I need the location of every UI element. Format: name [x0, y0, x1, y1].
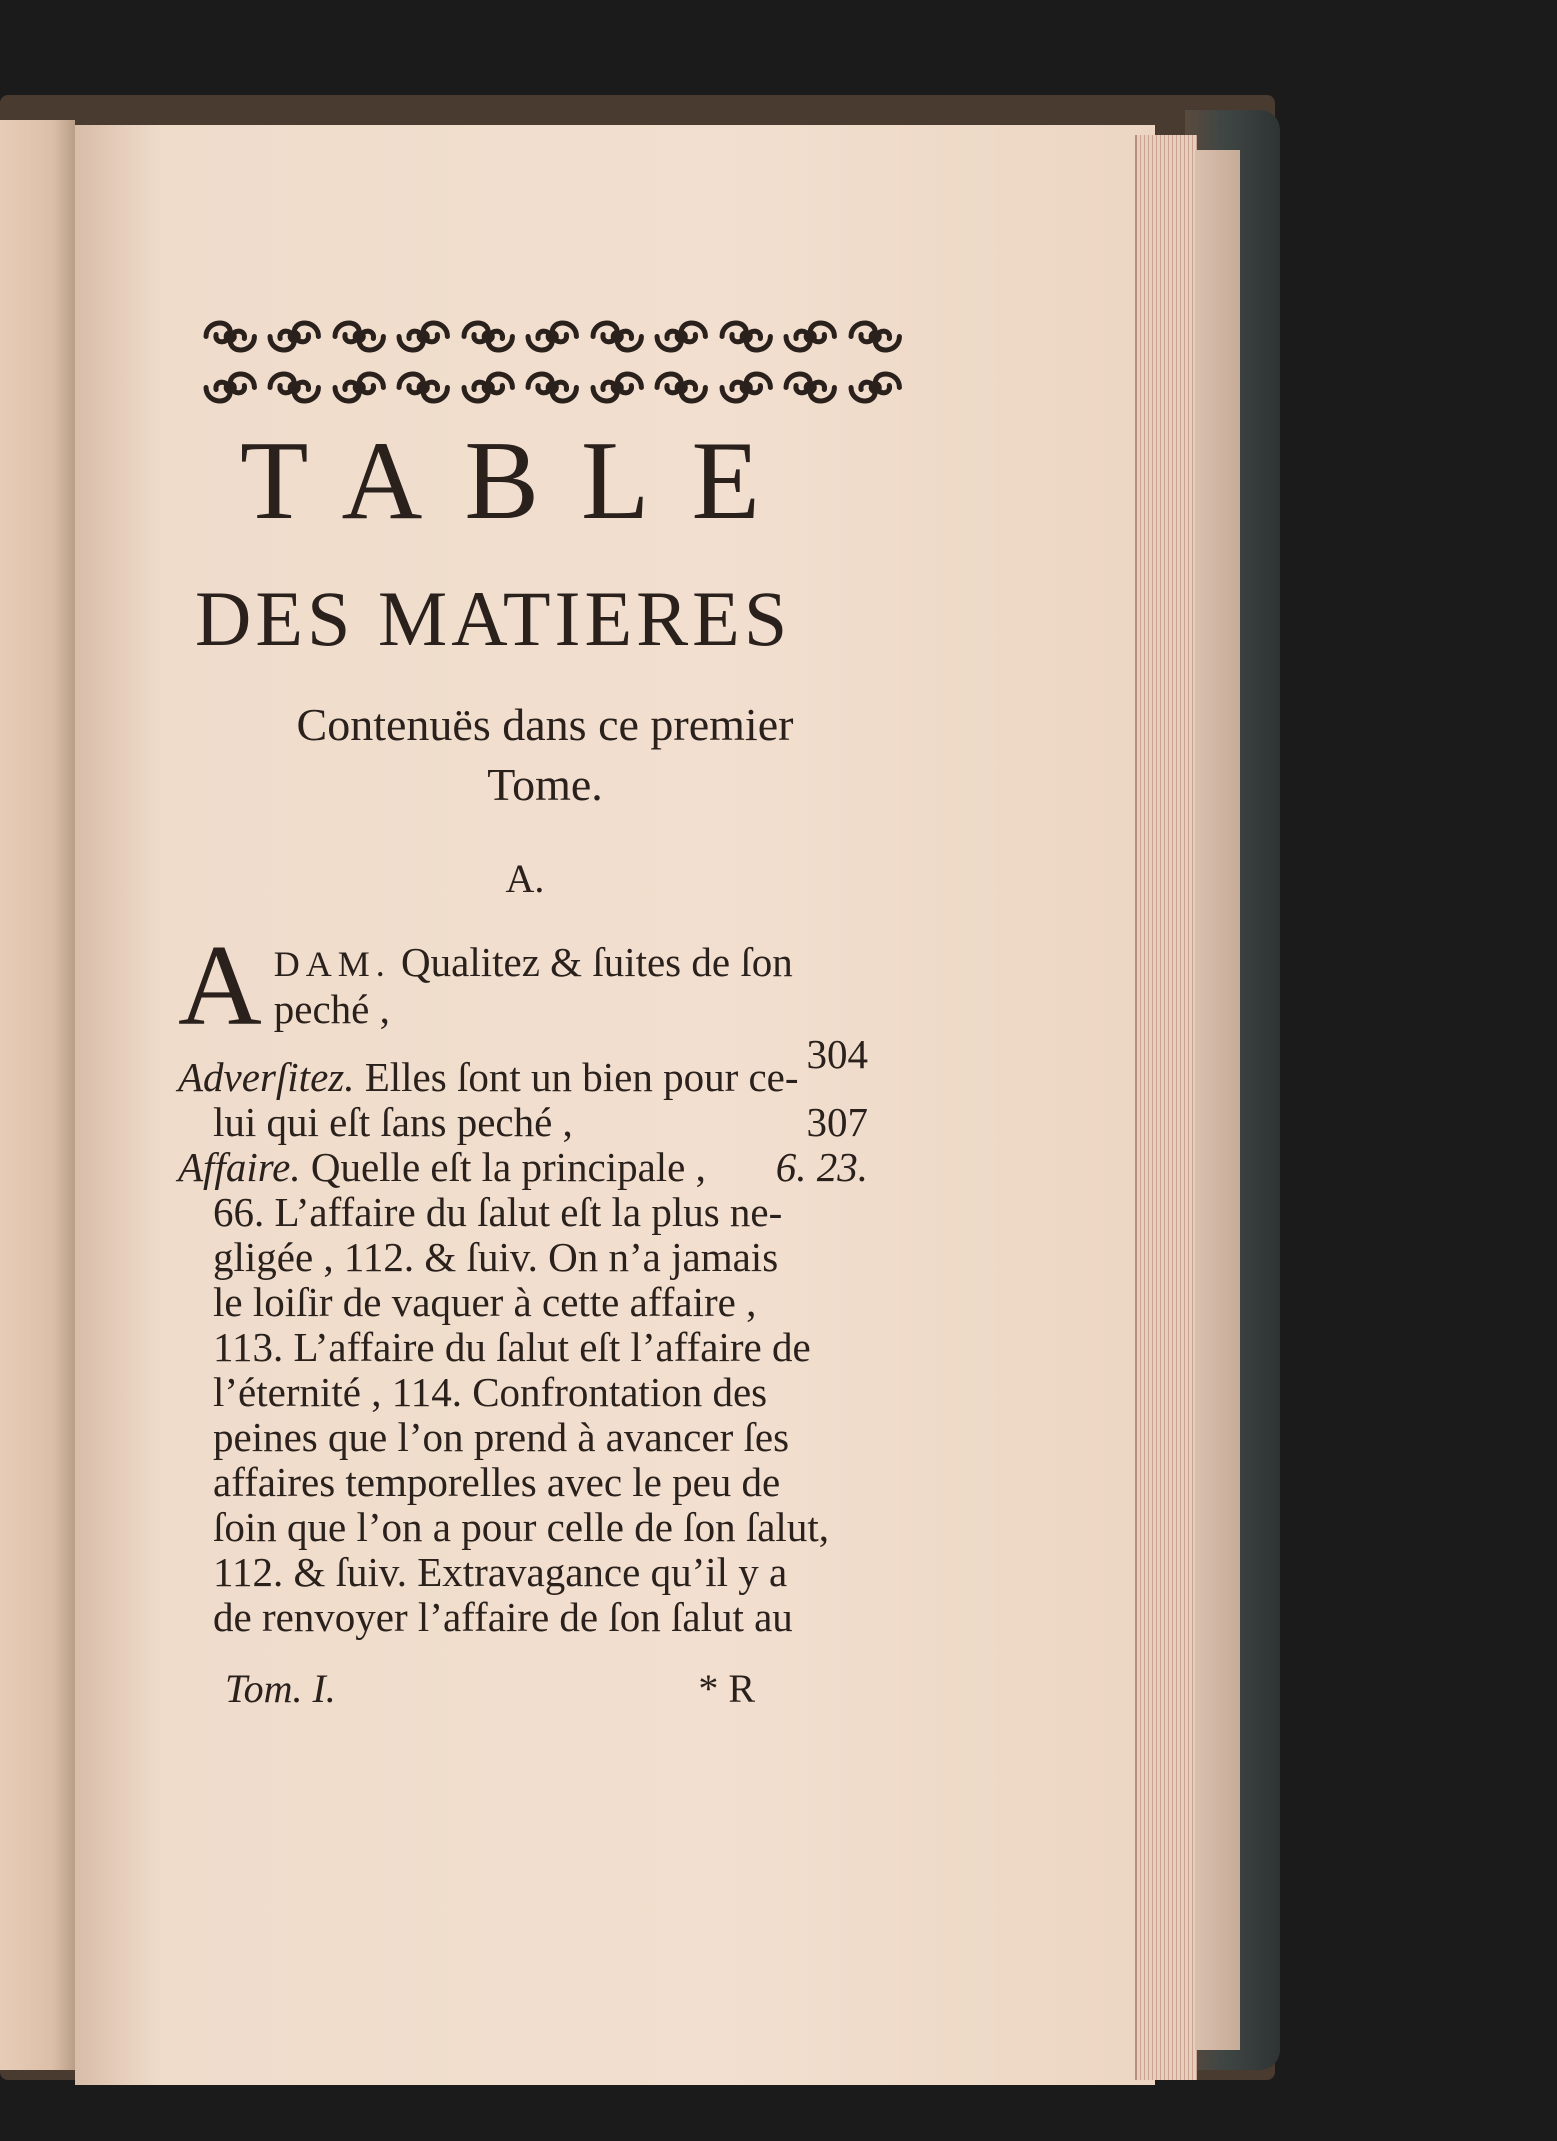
entry-line: peché , [273, 986, 390, 1032]
entry-head: DAM. [273, 944, 391, 984]
ornament-flower-icon [329, 312, 389, 361]
page-block-edge [1135, 135, 1197, 2080]
entry-text: Qualitez & ſuites de ſon [401, 939, 793, 985]
ornament-flower-icon [264, 363, 324, 412]
ornament-flower-icon [780, 363, 840, 412]
entry-head: Affaire. [178, 1144, 301, 1190]
entry-page-ref: 6. 23. [775, 1144, 868, 1190]
ornament-flower-icon [845, 363, 905, 412]
ornament-flower-icon [845, 312, 905, 361]
ornament-flower-icon [393, 312, 453, 361]
entry-line: 113. L’affaire du ſalut eſt l’affaire de [213, 1324, 811, 1370]
subtitle-line-1: Contenuës dans ce premier [296, 699, 794, 750]
signature-mark: * R [698, 1666, 755, 1711]
ornament-flower-icon [200, 363, 260, 412]
entry-line: le loiſir de vaquer à cette affaire , [213, 1279, 757, 1325]
entry-line: lui qui eſt ſans peché , [213, 1099, 573, 1145]
entry-affaire [178, 1145, 868, 1640]
entry-head: Adverſitez. [178, 1054, 355, 1100]
entry-line: 66. L’affaire du ſalut eſt la plus ne- [213, 1189, 783, 1235]
index-entries [178, 922, 868, 1640]
entry-line: l’éternité , 114. Confrontation des [213, 1369, 768, 1415]
entry-adversitez [178, 1055, 868, 1145]
entry-line [274, 940, 868, 987]
entry-line: affaires temporelles avec le peu de [213, 1459, 781, 1505]
ornament-flower-icon [522, 312, 582, 361]
ornament-flower-icon [458, 363, 518, 412]
ornament-flower-icon [200, 312, 260, 361]
ornament-flower-icon [587, 312, 647, 361]
dropcap: A [178, 922, 262, 1050]
page-subtitle-secondary [225, 695, 865, 815]
ornament-flower-icon [393, 363, 453, 412]
entry-line: gligée , 112. & ſuiv. On n’a jamais [213, 1234, 779, 1280]
subtitle-line-2: Tome. [487, 759, 603, 810]
signature-volume: Tom. I. [225, 1666, 336, 1711]
ornament-flower-icon [716, 312, 776, 361]
section-letter: A. [505, 856, 545, 901]
entry-line: ſoin que l’on a pour celle de ſon ſalut, [213, 1504, 829, 1550]
ornament-flower-icon [780, 312, 840, 361]
entry-text: Elles ſont un bien pour ce- [364, 1054, 799, 1100]
entry-line: 112. & ſuiv. Extravagance qu’il y a [213, 1549, 788, 1595]
ornament-flower-icon [264, 312, 324, 361]
ornament-flower-icon [651, 363, 711, 412]
page-title: TABLE [240, 419, 802, 543]
ornament-flower-icon [587, 363, 647, 412]
ornament-flower-icon [329, 363, 389, 412]
entry-text: Quelle eſt la principale , [310, 1144, 706, 1190]
page-footer [225, 1665, 755, 1712]
page-subtitle: DES MATIERES [195, 575, 792, 662]
entry-page-ref: 304 [806, 1031, 868, 1077]
entry-page-ref: 307 [806, 1099, 868, 1145]
ornamental-band [200, 312, 905, 412]
entry-line: peines que l’on prend à avancer ſes [213, 1414, 790, 1460]
ornament-flower-icon [651, 312, 711, 361]
ornament-flower-icon [458, 312, 518, 361]
ornament-flower-icon [522, 363, 582, 412]
entry-line: de renvoyer l’affaire de ſon ſalut au [213, 1594, 793, 1640]
page-block-inner [1195, 150, 1240, 2050]
ornament-flower-icon [716, 363, 776, 412]
left-page-edge [0, 120, 75, 2070]
